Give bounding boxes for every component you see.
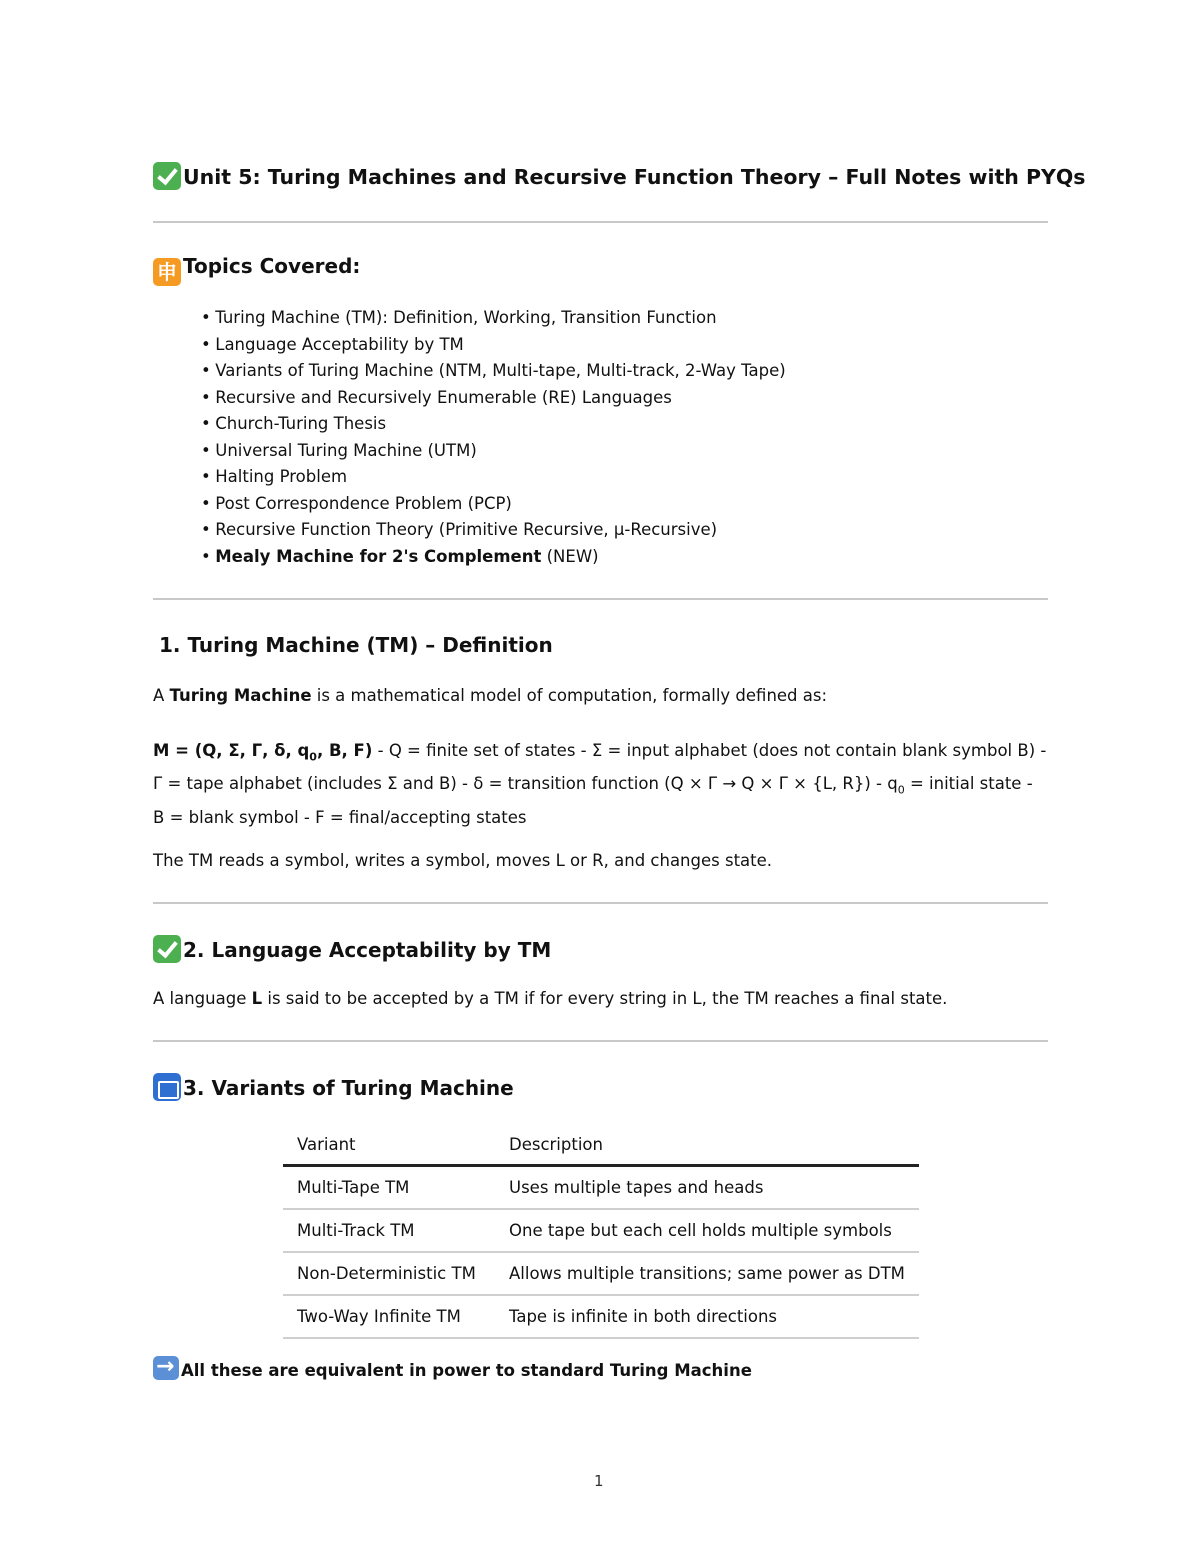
folder-icon [153, 1073, 181, 1101]
list-item: • Church-Turing Thesis [201, 414, 387, 433]
divider [153, 1040, 1048, 1042]
topics-heading: 申 Topics Covered: [153, 254, 360, 286]
table-cell: One tape but each cell holds multiple symbols [495, 1209, 919, 1252]
right-arrow-icon [153, 1356, 179, 1380]
check-mark-icon [153, 162, 181, 190]
table-cell: Multi-Track TM [283, 1209, 495, 1252]
table-row [283, 1295, 919, 1338]
list-item: • Post Correspondence Problem (PCP) [201, 493, 512, 513]
table-row [283, 1252, 919, 1295]
list-item: • Universal Turing Machine (UTM) [201, 440, 477, 460]
section1-summary: The TM reads a symbol, writes a symbol, moves L or R, and changes state. [153, 851, 773, 870]
section2-heading: 2. Language Acceptability by TM [153, 935, 551, 963]
section1-tuple: M = (Q, Σ, Γ, δ, $q_0$, B, F) - Q = finite set of states - Σ = input alphabet (does not contain blank symbol B) - Γ = tape alphabet (includes Σ and B) - δ = transition function (Q × Γ → Q × Γ × {L, $R\}) - q_0$ = initial state - B = blank symbol - F = final/accepting states [153, 741, 1047, 827]
column-header: Variant [283, 1124, 495, 1166]
check-mark-icon [153, 935, 181, 963]
section2-text: A language L is said to be accepted by a TM if for every string in L, the TM reaches a final state. [153, 989, 948, 1008]
column-header: Description [495, 1124, 919, 1166]
section3-heading: 3. Variants of Turing Machine [153, 1073, 514, 1101]
list-item: • Variants of Turing Machine (NTM, Multi-tape, Multi-track, 2-Way Tape) [201, 361, 786, 380]
list-item: • Recursive Function Theory (Primitive Recursive, μ-Recursive) [201, 520, 718, 539]
list-item: • Halting Problem [201, 467, 348, 486]
table-row [283, 1166, 919, 1210]
table-header-row [283, 1124, 919, 1166]
table-cell: Tape is infinite in both directions [495, 1295, 919, 1338]
table-cell: Allows multiple transitions; same power as DTM [495, 1252, 919, 1295]
topics-list [201, 305, 786, 570]
list-item: • Recursive and Recursively Enumerable (RE) Languages [201, 387, 672, 407]
list-item: • Language Acceptability by TM [201, 334, 464, 354]
list-item: • Mealy Machine for 2's Complement (NEW) [201, 546, 599, 566]
table-cell: Multi-Tape TM [283, 1166, 495, 1210]
list-item: • Turing Machine (TM): Definition, Working, Transition Function [201, 308, 717, 327]
divider [153, 598, 1048, 600]
section1-intro: A Turing Machine is a mathematical model of computation, formally defined as: [153, 686, 828, 705]
divider [153, 902, 1048, 904]
variants-table [283, 1124, 919, 1339]
divider [153, 221, 1048, 223]
table-cell: Non-Deterministic TM [283, 1252, 495, 1295]
page-number: 1 [594, 1472, 604, 1490]
table-cell: Uses multiple tapes and heads [495, 1166, 919, 1210]
table-cell: Two-Way Infinite TM [283, 1295, 495, 1338]
page-title: Unit 5: Turing Machines and Recursive Function Theory – Full Notes with PYQs [153, 162, 1086, 190]
table-row [283, 1209, 919, 1252]
section3-note: →All these are equivalent in power to standard Turing Machine [153, 1356, 1048, 1384]
section1-heading: 1. Turing Machine (TM) – Definition [159, 633, 553, 657]
orange-square-icon: 申 [153, 258, 181, 286]
